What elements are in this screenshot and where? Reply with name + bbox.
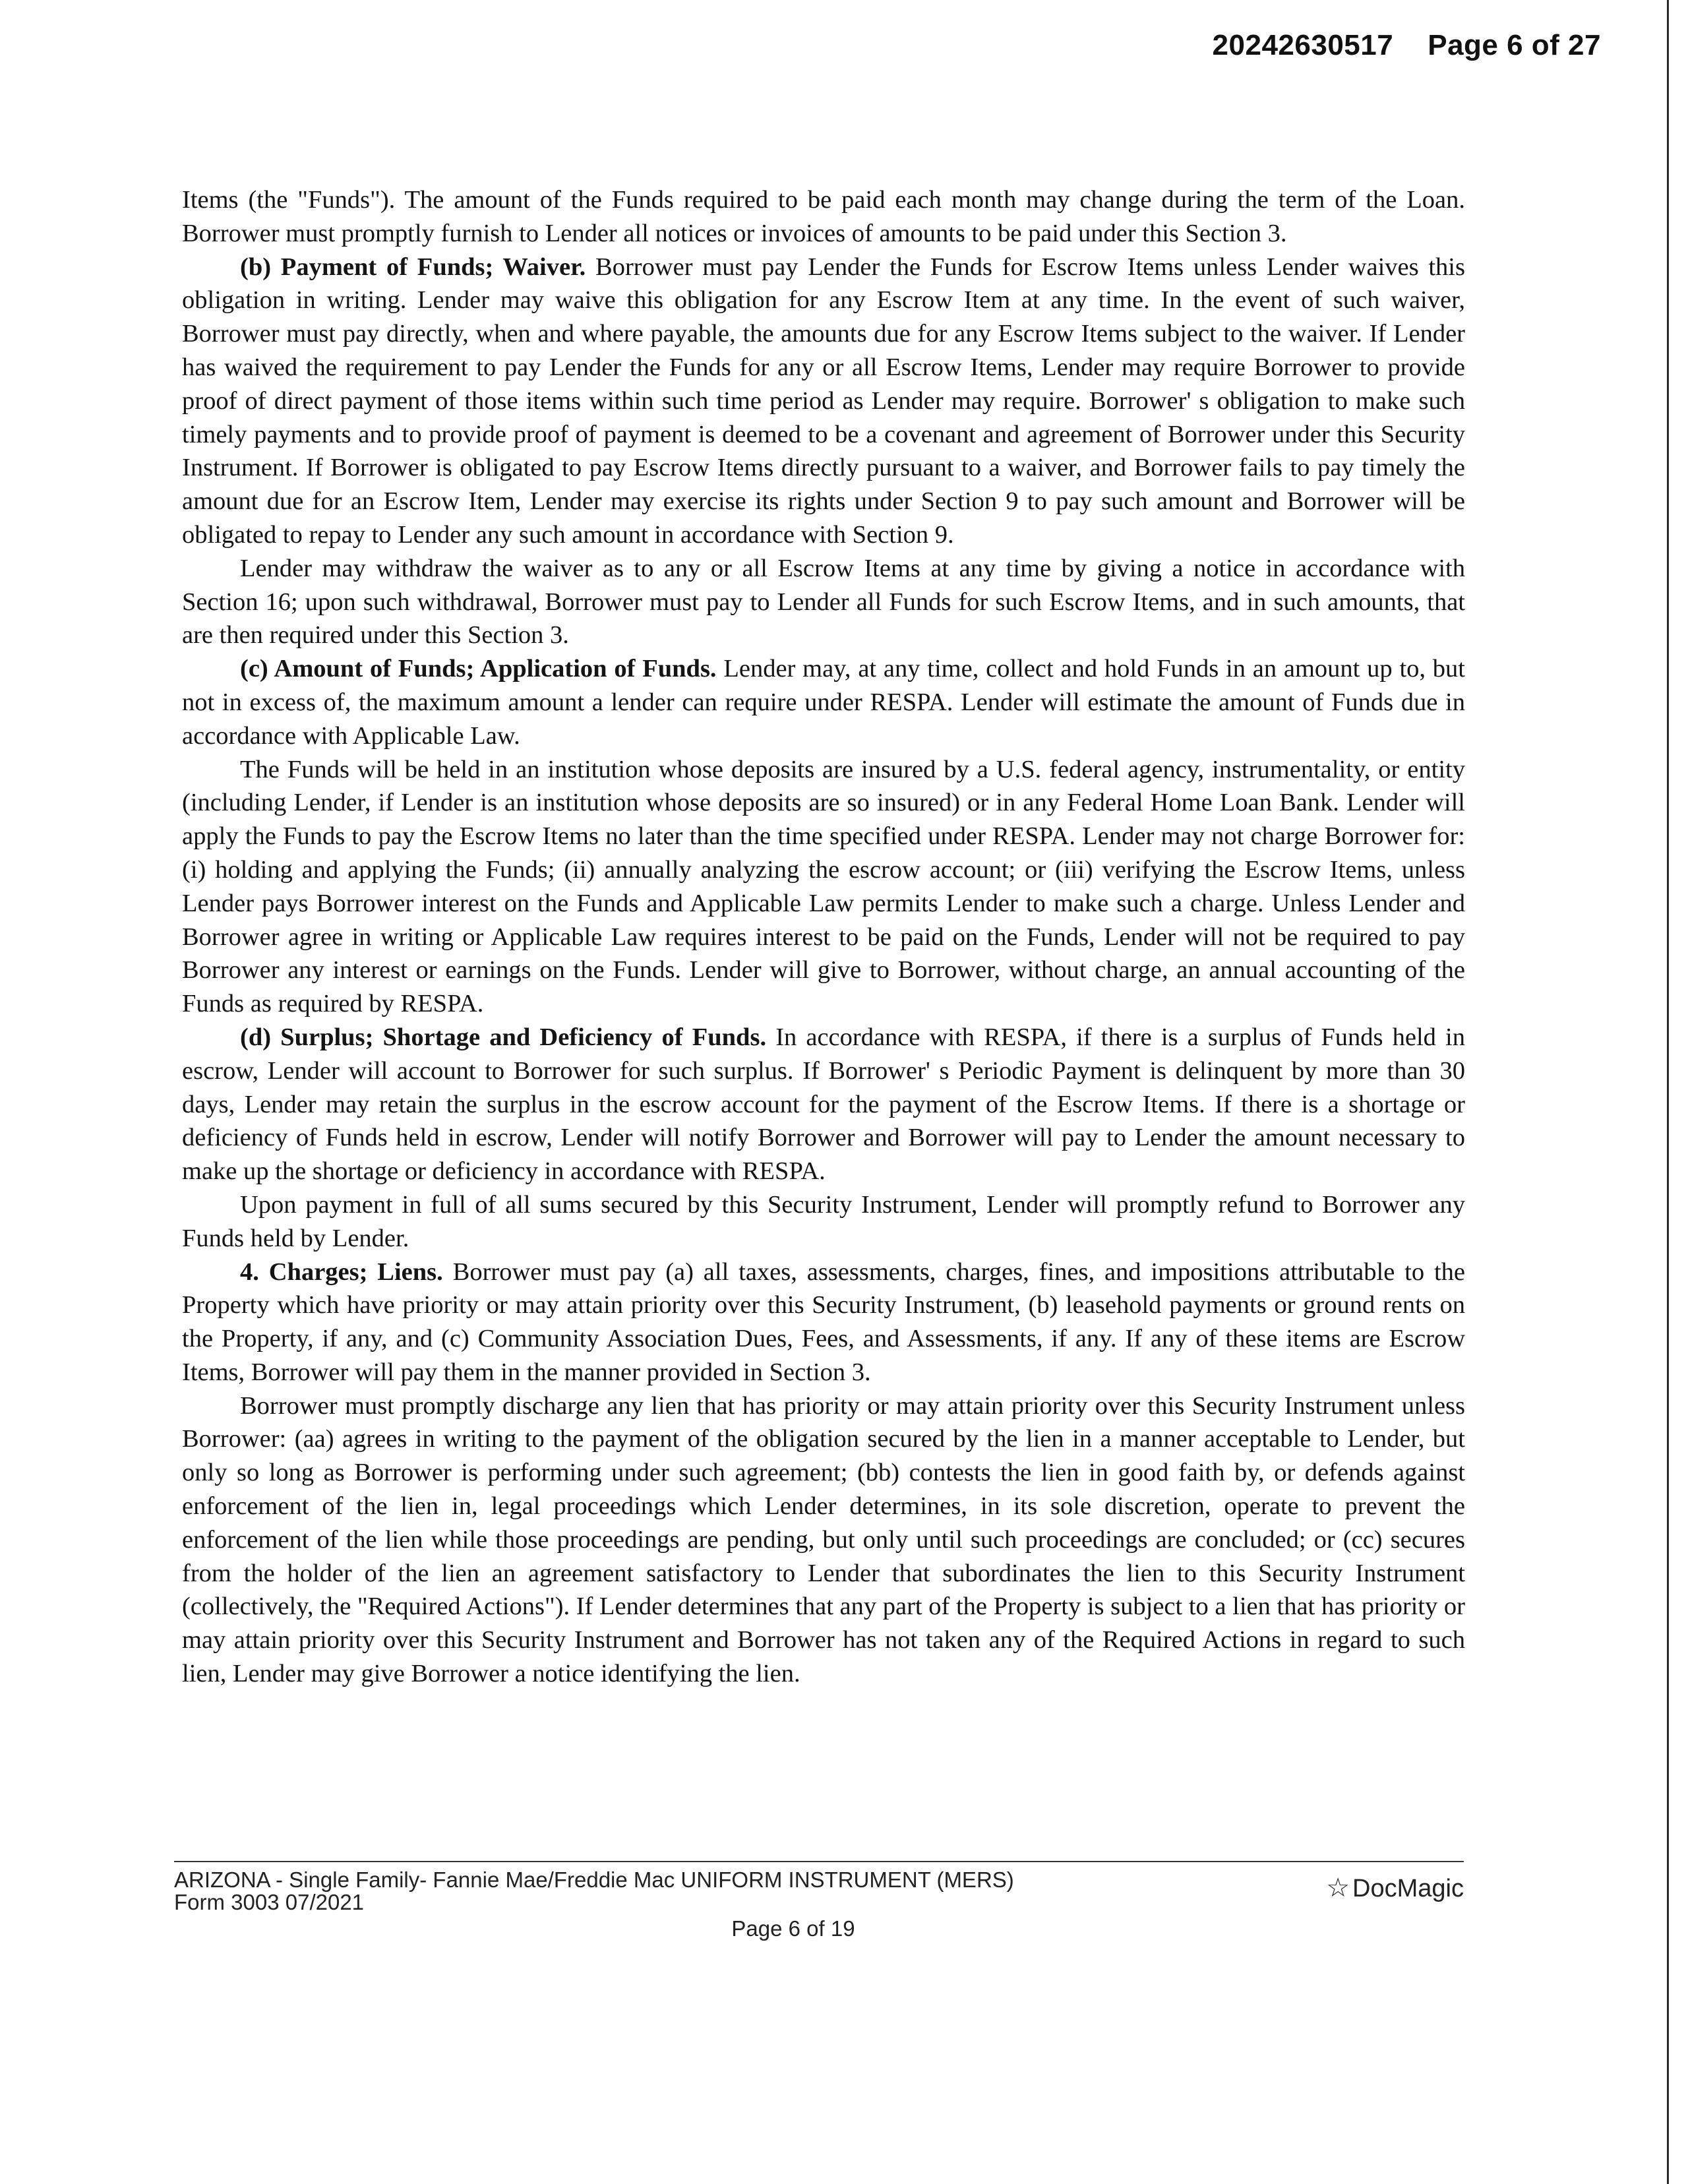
section-heading: (d) Surplus; Shortage and Deficiency of Funds. (240, 1023, 767, 1051)
paragraph: 4. Charges; Liens. Borrower must pay (a) all taxes, assessments, charges, fines, and impositions attributable to the Property which have priority or may attain priority over this Security Instrument, (b) leasehold payments or ground rents on the Property, if any, and (c) Community Association Dues, Fees, and Assessments, if any. If any of these items are Escrow Items, Borrower will pay them in the manner provided in Section 3. (182, 1258, 1465, 1386)
paragraph: (c) Amount of Funds; Application of Funds. Lender may, at any time, collect and hold Funds in an amount up to, but not in excess of, the maximum amount a lender can require under RESPA. Lender will estimate the amount of Funds due in accordance with Applicable Law. (182, 655, 1465, 750)
document-body (182, 183, 1465, 1691)
recording-page-label: Page 6 of 27 (1428, 29, 1601, 61)
star-icon: ☆ (1326, 1873, 1350, 1902)
paragraph: Items (the "Funds"). The amount of the Funds required to be paid each month may change during the term of the Loan. Borrower must promptly furnish to Lender all notices or invoices of amounts to be paid under this Section 3. (182, 186, 1465, 247)
document-number: 20242630517 (1212, 29, 1394, 61)
section-heading: (b) Payment of Funds; Waiver. (240, 253, 586, 281)
footer-page-number: Page 6 of 19 (731, 1916, 855, 1941)
footer-divider (174, 1861, 1464, 1862)
form-title: ARIZONA - Single Family- Fannie Mae/Freddie Mac UNIFORM INSTRUMENT (MERS) (174, 1867, 1014, 1892)
paragraph: (d) Surplus; Shortage and Deficiency of Funds. In accordance with RESPA, if there is a surplus of Funds held in escrow, Lender will account to Borrower for such surplus. If Borrower' s Periodic Payment is delinquent by more than 30 days, Lender may retain the surplus in the escrow account for the payment of the Escrow Items. If there is a shortage or deficiency of Funds held in escrow, Lender will notify Borrower and Borrower will pay to Lender the amount necessary to make up the shortage or deficiency in accordance with RESPA. (182, 1023, 1465, 1186)
paragraph: The Funds will be held in an institution whose deposits are insured by a U.S. federal agency, instrumentality, or entity (including Lender, if Lender is an institution whose deposits are so insured) or in any Federal Home Loan Bank. Lender will apply the Funds to pay the Escrow Items no later than the time specified under RESPA. Lender may not charge Borrower for: (i) holding and applying the Funds; (ii) annually analyzing the escrow account; or (iii) verifying the Escrow Items, unless Lender pays Borrower interest on the Funds and Applicable Law permits Lender to make such a charge. Unless Lender and Borrower agree in writing or Applicable Law requires interest to be paid on the Funds, Lender will not be required to pay Borrower any interest or earnings on the Funds. Lender will give to Borrower, without charge, an annual accounting of the Funds as required by RESPA. (182, 755, 1465, 1018)
paragraph: Borrower must promptly discharge any lien that has priority or may attain priority over this Security Instrument unless Borrower: (aa) agrees in writing to the payment of the obligation secured by the lien in a manner acceptable to Lender, but only so long as Borrower is performing under such agreement; (bb) contests the lien in good faith by, or defends against enforcement of the lien in, legal proceedings which Lender determines, in its sole discretion, operate to prevent the enforcement of the lien while those proceedings are pending, but only until such proceedings are concluded; or (cc) secures from the holder of the lien an agreement satisfactory to Lender that subordinates the lien to this Security Instrument (collectively, the "Required Actions"). If Lender determines that any part of the Property is subject to a lien that has priority or may attain priority over this Security Instrument and Borrower has not taken any of the Required Actions in regard to such lien, Lender may give Borrower a notice identifying the lien. (182, 1391, 1465, 1688)
form-number: Form 3003 07/2021 (174, 1890, 365, 1914)
recording-header (1213, 29, 1601, 62)
page-edge-line (1667, 0, 1669, 2184)
footer-form-info (174, 1869, 1014, 1914)
section-heading: 4. Charges; Liens. (240, 1258, 443, 1286)
paragraph: Lender may withdraw the waiver as to any or all Escrow Items at any time by giving a notice in accordance with Section 16; upon such withdrawal, Borrower must pay to Lender all Funds for such Escrow Items, and in such amounts, that are then required under this Section 3. (182, 554, 1465, 650)
logo-text: DocMagic (1352, 1875, 1464, 1902)
paragraph: (b) Payment of Funds; Waiver. Borrower must pay Lender the Funds for Escrow Items unless Lender waives this obligation in writing. Lender may waive this obligation for any Escrow Item at any time. In the event of such waiver, Borrower must pay directly, when and where payable, the amounts due for any Escrow Items subject to the waiver. If Lender has waived the requirement to pay Lender the Funds for any or all Escrow Items, Lender may require Borrower to provide proof of direct payment of those items within such time period as Lender may require. Borrower' s obligation to make such timely payments and to provide proof of payment is deemed to be a covenant and agreement of Borrower under this Security Instrument. If Borrower is obligated to pay Escrow Items directly pursuant to a waiver, and Borrower fails to pay timely the amount due for an Escrow Item, Lender may exercise its rights under Section 9 to pay such amount and Borrower will be obligated to repay to Lender any such amount in accordance with Section 9. (182, 253, 1465, 549)
docmagic-logo (1326, 1873, 1464, 1903)
section-heading: (c) Amount of Funds; Application of Funds. (240, 655, 717, 683)
paragraph: Upon payment in full of all sums secured by this Security Instrument, Lender will promptly refund to Borrower any Funds held by Lender. (182, 1190, 1465, 1252)
